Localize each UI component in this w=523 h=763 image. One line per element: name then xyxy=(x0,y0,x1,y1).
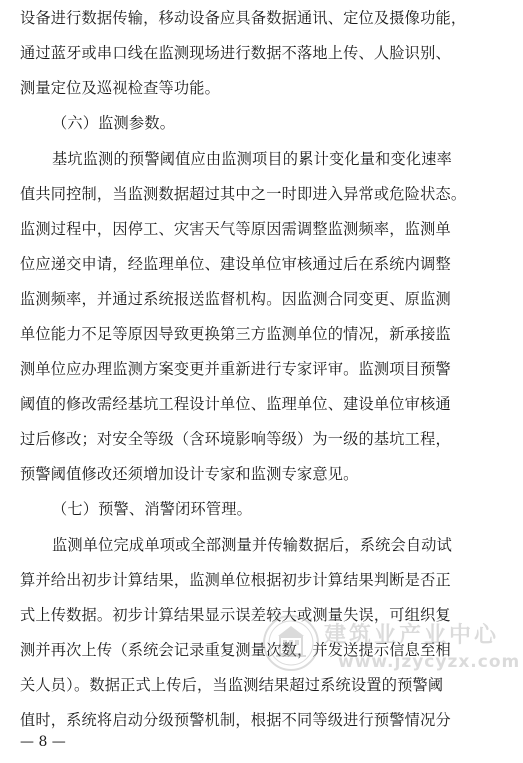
body-line: 值时，系统将启动分级预警机制，根据不同等级进行预警情况分 xyxy=(20,711,451,729)
body-line: 位应递交申请，经监理单位、建设单位审核通过后在系统内调整 xyxy=(20,255,451,273)
body-line: 测量定位及巡视检查等功能。 xyxy=(20,79,221,97)
body-line: 测单位应办理监测方案变更并重新进行专家评审。监测项目预警 xyxy=(20,360,451,378)
body-line: 式上传数据。初步计算结果显示误差较大或测量失误，可组织复 xyxy=(20,606,451,624)
watermark-title: 建筑业产业中心 xyxy=(324,623,500,648)
body-line: 监测频率，并通过系统报送监督机构。因监测合同变更、原监测 xyxy=(20,290,451,308)
body-line: 监测过程中，因停工、灾害天气等原因需调整监测频率，监测单 xyxy=(20,220,451,238)
page-number: — 8 — xyxy=(20,734,66,750)
body-line: 预警阈值修改还须增加设计专家和监测专家意见。 xyxy=(20,465,359,483)
body-line: 测并再次上传（系统会记录重复测量次数，并发送提示信息至相 xyxy=(20,641,451,659)
body-line: 过后修改；对安全等级（含环境影响等级）为一级的基坑工程， xyxy=(20,430,451,448)
paragraph-first-line: 基坑监测的预警阈值应由监测项目的累计变化量和变化速率 xyxy=(52,150,453,168)
paragraph-first-line: 监测单位完成单项或全部测量并传输数据后，系统会自动试 xyxy=(52,536,453,554)
body-line: 通过蓝牙或串口线在监测现场进行数据不落地上传、人脸识别、 xyxy=(20,44,451,62)
body-line: 单位能力不足等原因导致更换第三方监测单位的情况，新承接监 xyxy=(20,325,451,343)
body-line: 设备进行数据传输，移动设备应具备数据通讯、定位及摄像功能， xyxy=(20,9,467,27)
body-line: 阈值的修改需经基坑工程设计单位、监理单位、建设单位审核通 xyxy=(20,395,451,413)
body-line: 值共同控制，当监测数据超过其中之一时即进入异常或危险状态。 xyxy=(20,185,467,203)
watermark-url: www.jzycyzx.com xyxy=(338,652,521,672)
section-heading-seven: （七）预警、消警闭环管理。 xyxy=(52,500,253,518)
body-line: 关人员）。数据正式上传后，当监测结果超过系统设置的预警阈 xyxy=(20,676,444,694)
body-line: 算并给出初步计算结果，监测单位根据初步计算结果判断是否正 xyxy=(20,571,451,589)
section-heading-six: （六）监测参数。 xyxy=(52,114,176,132)
